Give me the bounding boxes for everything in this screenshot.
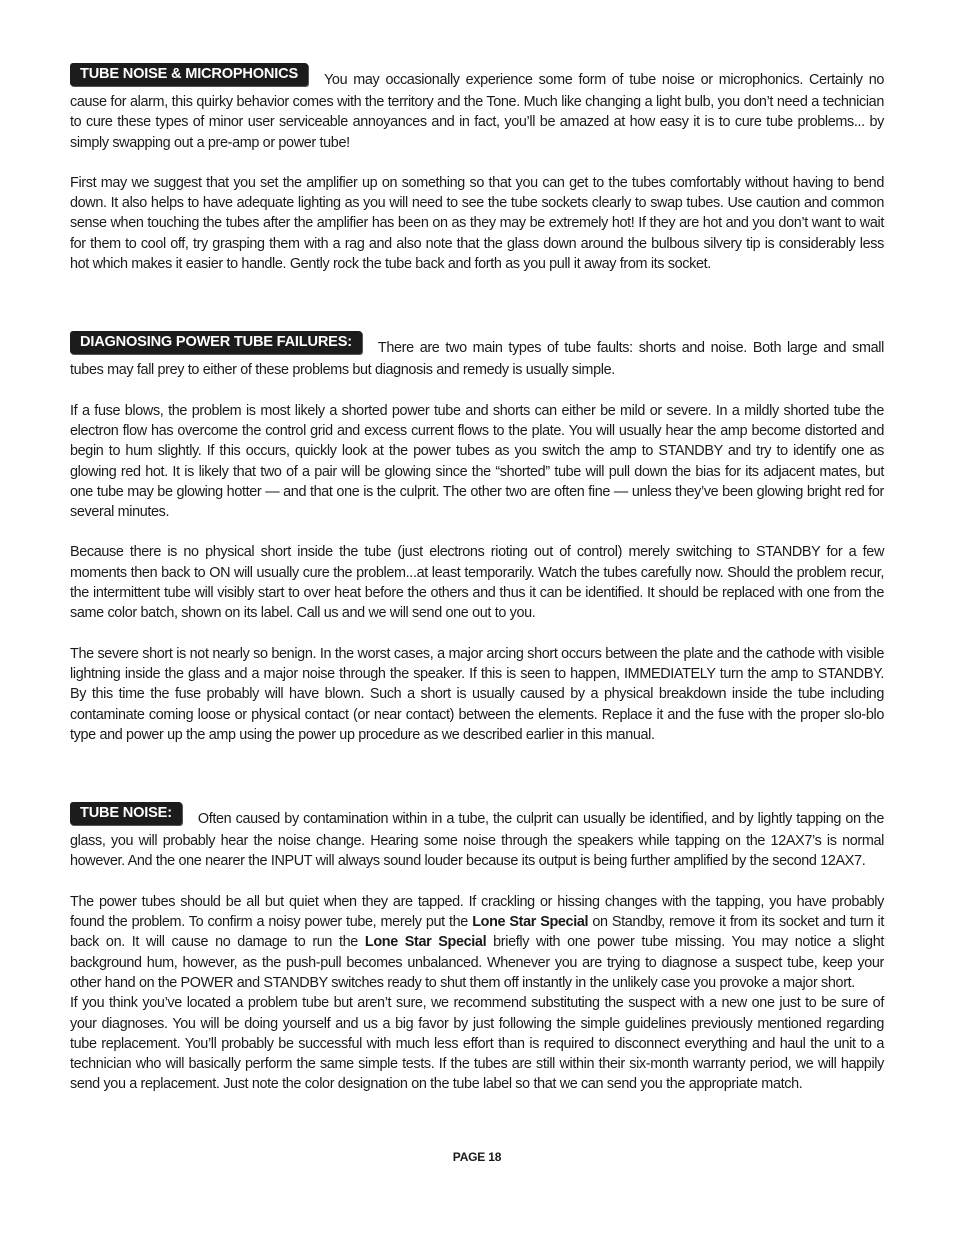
product-name: Lone Star Special (472, 914, 589, 931)
paragraph: If you think you’ve located a problem tube but aren’t sure, we recommend substituting the suspect with a new one just to be sure of your diagnoses. You will be doing yourself and us a big favor by just following the simple guidelines previously mentioned regarding tube replacement. You’ll probably be successful with much less effort than is required to disconnect everything and haul the unit to a technician who will basically perform the same simple tests. If the tubes are still within their six-month warranty period, we will happily send you a replacement. Just note the color designation on the tube label so that we can send you the appropriate match. (70, 995, 884, 1093)
paragraph: The power tubes should be all but quiet when they are tapped. If crackling or hissing changes with the tapping, you have probably found the problem. To confirm a noisy power tube, merely put the Lone Star Special on Standby, remove it from its socket and turn it back on. It will cause no damage to run the Lone Star Special briefly with one power tube missing. You may notice a slight background hum, however, as the push-pull becomes unbalanced. Whenever you are trying to diagnose a suspect tube, keep your other hand on the POWER and STANDBY switches ready to shut them off instantly in the unlikely case you provoke a major short. (70, 893, 885, 991)
section-tube-noise-microphonics-intro: TUBE NOISE & MICROPHONICS You may occasionally experience some form of tube noise or microphonics. Certainly no cause for alarm, this quirky behavior comes with the territory and the Tone. Much like changing a light bulb, you don’t need a technician to cure these types of minor user serviceable annoyances and in fact, you’ll be amazed at how easy it is to cure tube problems... by simply swapping out a pre-amp or power tube! (70, 69, 884, 153)
paragraph: The severe short is not nearly so benign. In the worst cases, a major arcing short occurs between the plate and the cathode with visible lightning inside the glass and a major noise through the speaker. If this is seen to happen, IMMEDIATELY turn the amp to STANDBY. By this time the fuse probably will have blown. Such a short is usually caused by a physical breakdown inside the tube including contaminate coming loose or physical contact (or near contact) between the elements. Replace it and the fuse with the proper slo-blo type and power up the amp using the power up procedure as we described earlier in this manual. (70, 645, 884, 743)
paragraph: Because there is no physical short inside the tube (just electrons rioting out of control) merely switching to STANDBY for a few moments then back to ON will usually cure the problem...at least temporarily. Watch the tubes carefully now. Should the problem recur, the intermittent tube will visibly start to over heat before the others and thus it can be identified. It should be replaced with one from the same color batch, shown on its label. Call us and we will send one out to you. (70, 544, 884, 622)
page-number: PAGE 18 (452, 1150, 502, 1164)
section-heading-badge: TUBE NOISE: (70, 802, 182, 825)
paragraph: If a fuse blows, the problem is most likely a shorted power tube and shorts can either be mild or severe. In a mildly shorted tube the electron flow has overcome the control grid and excess current flows to the plate. You will usually hear the amp become distorted and begin to hum slightly. If this occurs, quickly look at the power tubes as you switch the amp to STANDBY and try to identify one as glowing red hot. It is likely that two of a pair will be glowing since the “shorted” tube will pull down the bias for its adjacent mates, but one tube may be glowing hotter — and that one is the culprit. The other two are often fine — unless they’ve been glowing bright red for several minutes. (70, 402, 884, 521)
paragraph: First may we suggest that you set the amplifier up on something so that you can get to the tubes comfortably without having to bend down. It also helps to have adequate lighting as you will need to see the tube sockets clearly to swap tubes. Use caution and common sense when touching the tubes after the amplifier has been on as they may be extremely hot! If they are hot and you don’t want to wait for them to cool off, try grasping them with a rag and also note that the glass down around the bulbous silvery tip is considerably less hot which makes it easier to handle. Gently rock the tube back and forth as you pull it away from its socket. (70, 174, 884, 273)
section-tube-noise-intro: TUBE NOISE: Often caused by contamination within in a tube, the culprit can usually be identified, and by lightly tapping on the glass, you will probably hear the noise change. Hearing some noise through the speakers while tapping on the 12AX7’s is normal however. And the one nearer the INPUT will always sound louder because its output is being further amplified by the second 12AX7. (70, 808, 884, 872)
page-content (70, 66, 885, 1095)
section-heading-badge: DIAGNOSING POWER TUBE FAILURES: (70, 331, 362, 354)
section-heading-badge: TUBE NOISE & MICROPHONICS (70, 63, 308, 86)
product-name: Lone Star Special (364, 934, 487, 951)
section-diagnosing-power-tube-intro: DIAGNOSING POWER TUBE FAILURES: There are two main types of tube faults: shorts and noise. Both large and small tubes may fall prey to either of these problems but diagnosis and remedy is usually simple. (70, 337, 884, 380)
